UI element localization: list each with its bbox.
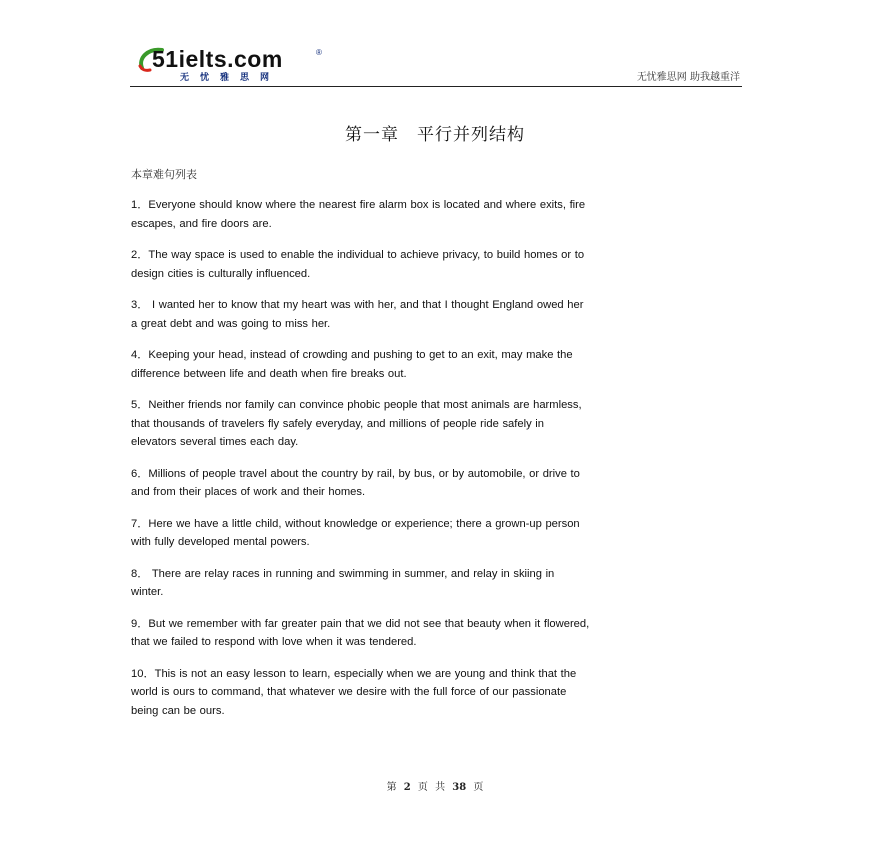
- page-total: 38: [452, 782, 467, 793]
- footer-suffix: 页: [473, 782, 484, 793]
- sentence-item: 3． I wanted her to know that my heart was with her, and that I thought England owed her a great debt and was going to miss her.: [131, 299, 584, 330]
- sentence-item: 10．This is not an easy lesson to learn, especially when we are young and think that the world is ours to command, that whatever we desire with the full force of our passionate being can be ours.: [131, 667, 577, 717]
- logo-registered-mark: ®: [316, 48, 322, 57]
- sentence-item: 6．Millions of people travel about the country by rail, by bus, or by automobile, or drive to and from their places of work and their homes.: [131, 467, 580, 498]
- sentence-item: 4．Keeping your head, instead of crowding and pushing to get to an exit, may make the difference between life and death when fire breaks out.: [131, 349, 573, 380]
- site-logo[interactable]: [136, 40, 336, 84]
- list-heading: 本章难句列表: [131, 168, 197, 181]
- page-number: 2: [403, 782, 411, 793]
- page-footer: [0, 778, 870, 793]
- logo-subtitle: 无忧雅思网: [180, 73, 281, 83]
- sentence-item: 2．The way space is used to enable the individual to achieve privacy, to build homes or to design cities is culturally influenced.: [131, 249, 585, 280]
- sentence-item: 1．Everyone should know where the nearest fire alarm box is located and where exits, fire escapes, and fire doors are.: [131, 199, 586, 230]
- sentence-item: 5．Neither friends nor family can convince phobic people that most animals are harmless, that thousands of travelers fly safely everyday, and millions of people ride safely in elevators several times each day.: [131, 399, 582, 448]
- sentence-item: 8． There are relay races in running and swimming in summer, and relay in skiing in winter.: [131, 567, 555, 598]
- sentence-item: 9．But we remember with far greater pain that we did not see that beauty when it flowered, that we failed to respond with love when it was tendered.: [131, 617, 590, 648]
- logo-wordmark: 51ielts.com: [152, 46, 283, 72]
- footer-middle: 页 共: [417, 782, 446, 793]
- page-header: [130, 40, 742, 87]
- footer-prefix: 第: [386, 782, 397, 793]
- chapter-title: 第一章 平行并列结构: [345, 125, 525, 145]
- sentence-item: 7．Here we have a little child, without knowledge or experience; there a grown-up person with fully developed mental powers.: [131, 517, 580, 548]
- header-slogan: 无忧雅思网 助我越重洋: [636, 72, 740, 83]
- sentence-list: [131, 196, 743, 733]
